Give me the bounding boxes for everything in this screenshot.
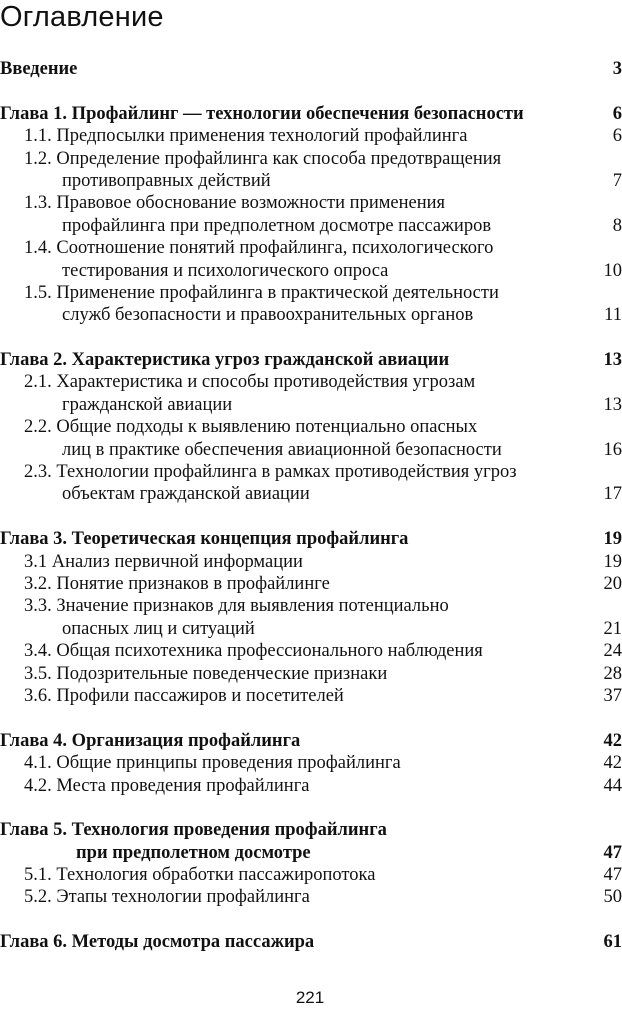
toc-section-title: 5.1. Технология обработки пассажиропотока	[24, 865, 376, 886]
toc-section-title: 3.3. Значение признаков для выявления потенциально	[24, 596, 449, 617]
toc-chapter-page: 13	[603, 350, 622, 371]
toc-chapter-heading[interactable]	[0, 349, 622, 371]
toc-chapter-title-cont: при предполетном досмотре	[76, 842, 311, 863]
toc-spacer	[0, 707, 622, 729]
toc-section[interactable]	[0, 551, 622, 573]
toc-section-page: 7	[612, 170, 622, 191]
toc-section-title: 2.3. Технологии профайлинга в рамках противодействия угроз	[24, 462, 517, 483]
toc-section-page: 37	[603, 685, 622, 706]
toc-section-title: объектам гражданской авиации	[62, 484, 310, 505]
toc-section-title: лиц в практике обеспечения авиационной безопасности	[62, 439, 502, 460]
toc-section-page: 42	[603, 753, 622, 774]
toc-section-title: 4.1. Общие принципы проведения профайлинга	[24, 753, 401, 774]
toc-section[interactable]	[0, 663, 622, 685]
toc-section-title: 5.2. Этапы технологии профайлинга	[24, 887, 310, 908]
toc-section[interactable]	[0, 192, 622, 214]
toc-section[interactable]	[0, 237, 622, 259]
toc-section-title: 2.1. Характеристика и способы противодействия угрозам	[24, 372, 476, 393]
toc-spacer	[0, 80, 622, 102]
toc-section[interactable]	[0, 640, 622, 662]
toc-section-page: 24	[603, 641, 622, 662]
toc-section-title: 1.5. Применение профайлинга в практической деятельности	[24, 282, 499, 303]
toc-chapter-title: Глава 2. Характеристика угроз гражданской авиации	[0, 350, 450, 371]
toc-section-cont[interactable]	[0, 483, 622, 505]
toc-chapter-heading[interactable]	[0, 528, 622, 550]
toc-section[interactable]	[0, 282, 622, 304]
toc-chapter-page: 6	[612, 103, 622, 124]
toc-chapter-page: 47	[603, 842, 622, 863]
toc-section[interactable]	[0, 148, 622, 170]
toc-intro-title: Введение	[0, 59, 78, 79]
toc-section-cont[interactable]	[0, 304, 622, 326]
toc-section-title: гражданской авиации	[62, 394, 233, 415]
toc-section-cont[interactable]	[0, 394, 622, 416]
toc-section-title: 3.5. Подозрительные поведенческие признаки	[24, 663, 388, 684]
toc-section[interactable]	[0, 775, 622, 797]
toc-chapter-title: Глава 6. Методы досмотра пассажира	[0, 932, 315, 953]
toc-section-page: 13	[603, 394, 622, 415]
toc-chapter-title: Глава 5. Технология проведения профайлинга	[0, 820, 387, 841]
toc-section[interactable]	[0, 573, 622, 595]
toc-section-cont[interactable]	[0, 439, 622, 461]
toc-section-title: 1.4. Соотношение понятий профайлинга, психологического	[24, 238, 494, 259]
toc-section-page: 10	[603, 260, 622, 281]
table-of-contents	[0, 58, 622, 954]
toc-section-title: 4.2. Места проведения профайлинга	[24, 775, 310, 796]
toc-section-title: 1.3. Правовое обоснование возможности применения	[24, 193, 446, 214]
toc-section[interactable]	[0, 595, 622, 617]
toc-chapter-heading[interactable]	[0, 819, 622, 841]
toc-section-title: 3.2. Понятие признаков в профайлинге	[24, 573, 330, 594]
toc-section-cont[interactable]	[0, 215, 622, 237]
toc-section-page: 20	[603, 573, 622, 594]
toc-section[interactable]	[0, 125, 622, 147]
toc-section-title: 1.1. Предпосылки применения технологий профайлинга	[24, 126, 468, 147]
toc-intro[interactable]	[0, 58, 622, 80]
toc-section-title: служб безопасности и правоохранительных органов	[62, 305, 474, 326]
toc-section[interactable]	[0, 685, 622, 707]
toc-chapter-heading[interactable]	[0, 931, 622, 953]
toc-section-title: профайлинга при предполетном досмотре пассажиров	[62, 215, 492, 236]
toc-section-title: 3.4. Общая психотехника профессионального наблюдения	[24, 641, 483, 662]
toc-section[interactable]	[0, 461, 622, 483]
toc-spacer	[0, 909, 622, 931]
toc-section-page: 17	[603, 484, 622, 505]
toc-chapter-title: Глава 1. Профайлинг — технологии обеспечения безопасности	[0, 103, 524, 124]
toc-chapter-page: 19	[603, 529, 622, 550]
toc-section-cont[interactable]	[0, 618, 622, 640]
toc-section-cont[interactable]	[0, 260, 622, 282]
toc-chapter-title: Глава 3. Теоретическая концепция профайлинга	[0, 529, 409, 550]
toc-chapter-heading-cont[interactable]	[0, 842, 622, 864]
toc-section-page: 21	[603, 618, 622, 639]
toc-section-title: 1.2. Определение профайлинга как способа предотвращения	[24, 148, 502, 169]
toc-spacer	[0, 506, 622, 528]
toc-section-title: тестирования и психологического опроса	[62, 260, 389, 281]
toc-chapter-heading[interactable]	[0, 103, 622, 125]
toc-section-page: 16	[603, 439, 622, 460]
toc-section-title: опасных лиц и ситуаций	[62, 618, 255, 639]
toc-section[interactable]	[0, 371, 622, 393]
toc-section-cont[interactable]	[0, 170, 622, 192]
toc-section-page: 6	[612, 126, 622, 147]
toc-section[interactable]	[0, 864, 622, 886]
toc-section-page: 8	[612, 215, 622, 236]
toc-section-title: 2.2. Общие подходы к выявлению потенциально опасных	[24, 417, 478, 438]
toc-intro-page: 3	[612, 59, 622, 79]
page-number: 221	[295, 988, 325, 1007]
toc-section[interactable]	[0, 886, 622, 908]
toc-chapter-title: Глава 4. Организация профайлинга	[0, 730, 301, 751]
toc-chapter-page: 61	[603, 932, 622, 953]
toc-section-page: 44	[603, 775, 622, 796]
toc-section-page: 19	[603, 551, 622, 572]
toc-section[interactable]	[0, 752, 622, 774]
toc-chapter-heading[interactable]	[0, 730, 622, 752]
toc-section[interactable]	[0, 416, 622, 438]
toc-spacer	[0, 797, 622, 819]
toc-chapter-page: 42	[603, 730, 622, 751]
toc-section-page: 28	[603, 663, 622, 684]
toc-section-page: 50	[603, 887, 622, 908]
page-title: Оглавление	[0, 1, 164, 33]
toc-section-page: 11	[604, 305, 622, 326]
toc-section-page: 47	[603, 865, 622, 886]
toc-section-title: 3.1 Анализ первичной информации	[24, 551, 303, 572]
toc-section-title: 3.6. Профили пассажиров и посетителей	[24, 685, 344, 706]
toc-section-title: противоправных действий	[62, 170, 271, 191]
toc-spacer	[0, 327, 622, 349]
